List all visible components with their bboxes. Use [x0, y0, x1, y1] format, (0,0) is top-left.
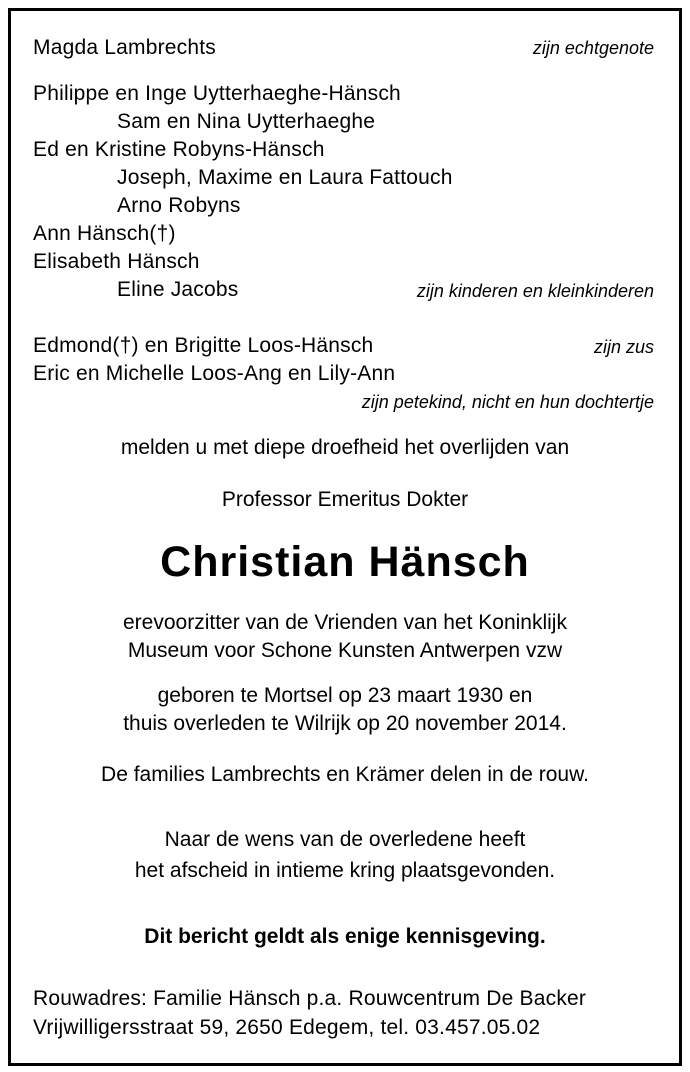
- grandchild-line: Arno Robyns: [117, 194, 241, 217]
- godchild-name: Eric en Michelle Loos-Ang en Lily-Ann: [33, 362, 396, 385]
- wish-line-2: het afscheid in intieme kring plaatsgevonden.: [134, 859, 556, 882]
- role-line-2: Museum voor Schone Kunsten Antwerpen vzw: [127, 639, 563, 662]
- role-line-1: erevoorzitter van de Vrienden van het Koninklijk: [123, 611, 567, 634]
- child-line: Philippe en Inge Uytterhaeghe-Hänsch: [33, 82, 401, 105]
- families-line: De families Lambrechts en Krämer delen in de rouw.: [101, 763, 589, 786]
- address-line-2: Vrijwilligersstraat 59, 2650 Edegem, tel. 03.457.05.02: [33, 1016, 541, 1039]
- address-line-1: Rouwadres: Familie Hänsch p.a. Rouwcentrum De Backer: [33, 987, 587, 1010]
- grandchild-line: Joseph, Maxime en Laura Fattouch: [117, 166, 453, 189]
- deceased-name: Christian Hänsch: [160, 538, 530, 586]
- spouse-name: Magda Lambrechts: [33, 36, 216, 59]
- wish-line-1: Naar de wens van de overledene heeft: [164, 828, 526, 851]
- child-line: Elisabeth Hänsch: [33, 250, 200, 273]
- death-line: thuis overleden te Wilrijk op 20 november 2014.: [123, 712, 567, 735]
- deceased-title: Professor Emeritus Dokter: [221, 488, 469, 511]
- children-relation: zijn kinderen en kleinkinderen: [416, 281, 654, 301]
- sister-name: Edmond(†) en Brigitte Loos-Hänsch: [33, 334, 374, 357]
- grandchild-line: Eline Jacobs: [117, 278, 239, 301]
- grandchild-line: Sam en Nina Uytterhaeghe: [117, 110, 376, 133]
- child-line: Ed en Kristine Robyns-Hänsch: [33, 138, 325, 161]
- godchild-relation: zijn petekind, nicht en hun dochtertje: [361, 392, 654, 412]
- notice-text: Dit bericht geldt als enige kennisgeving.: [144, 925, 546, 948]
- spouse-relation: zijn echtgenote: [532, 38, 654, 58]
- birth-line: geboren te Mortsel op 23 maart 1930 en: [157, 684, 533, 707]
- sister-relation: zijn zus: [593, 337, 654, 357]
- announcement-text: melden u met diepe droefheid het overlijden van: [120, 436, 570, 459]
- child-line: Ann Hänsch(†): [33, 222, 176, 245]
